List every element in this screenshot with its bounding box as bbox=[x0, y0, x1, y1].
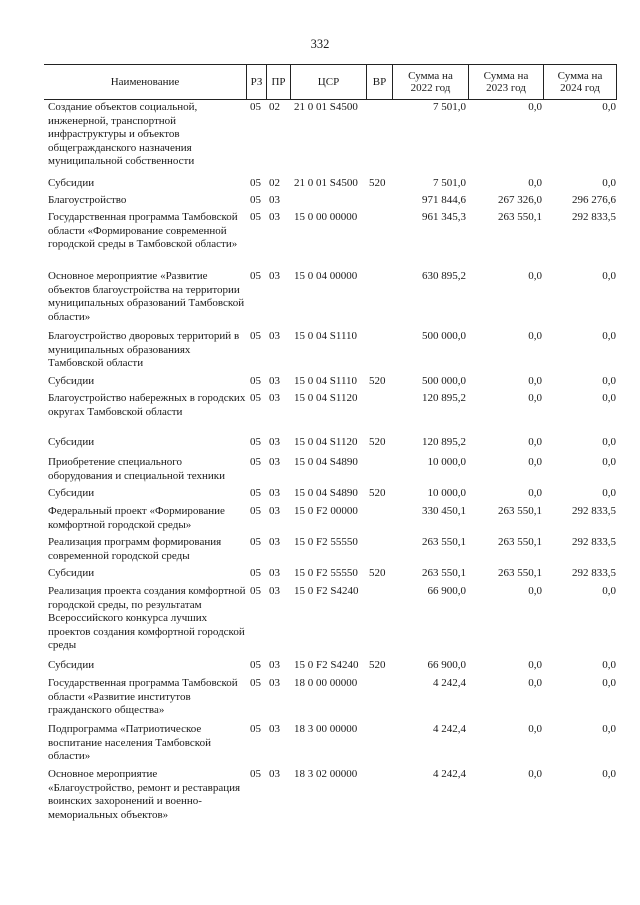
header-sum-2023: Сумма на 2023 год bbox=[468, 65, 543, 99]
row-sum-2024: 0,0 bbox=[602, 177, 616, 189]
row-vr: 520 bbox=[369, 436, 386, 448]
row-pr: 03 bbox=[269, 677, 280, 689]
row-sum-2023: 0,0 bbox=[528, 436, 542, 448]
row-sum-2023: 0,0 bbox=[528, 585, 542, 597]
header-csr: ЦСР bbox=[290, 65, 366, 99]
row-sum-2024: 292 833,5 bbox=[572, 567, 616, 579]
row-name: Субсидии bbox=[48, 375, 95, 387]
row-sum-2022: 4 242,4 bbox=[433, 723, 466, 735]
row-name: Благоустройство bbox=[48, 194, 127, 206]
row-sum-2023: 0,0 bbox=[528, 177, 542, 189]
row-pr: 03 bbox=[269, 585, 280, 597]
row-sum-2022: 500 000,0 bbox=[422, 330, 466, 342]
row-csr: 21 0 01 S4500 bbox=[294, 177, 358, 189]
row-csr: 18 3 02 00000 bbox=[294, 768, 358, 780]
row-sum-2022: 330 450,1 bbox=[422, 505, 466, 517]
row-csr: 15 0 F2 55550 bbox=[294, 536, 358, 548]
row-rz: 05 bbox=[250, 585, 261, 597]
row-vr: 520 bbox=[369, 567, 386, 579]
row-sum-2022: 120 895,2 bbox=[422, 436, 466, 448]
row-pr: 03 bbox=[269, 330, 280, 342]
row-sum-2022: 961 345,3 bbox=[422, 211, 466, 223]
row-csr: 15 0 04 S1110 bbox=[294, 330, 358, 342]
row-sum-2023: 263 550,1 bbox=[498, 505, 542, 517]
row-csr: 18 3 00 00000 bbox=[294, 723, 358, 735]
row-sum-2024: 292 833,5 bbox=[572, 211, 616, 223]
row-sum-2022: 66 900,0 bbox=[427, 585, 466, 597]
row-rz: 05 bbox=[250, 436, 261, 448]
row-csr: 15 0 F2 55550 bbox=[294, 567, 358, 579]
row-pr: 03 bbox=[269, 375, 280, 387]
row-sum-2024: 292 833,5 bbox=[572, 505, 616, 517]
row-sum-2023: 263 550,1 bbox=[498, 211, 542, 223]
row-rz: 05 bbox=[250, 768, 261, 780]
row-pr: 03 bbox=[269, 487, 280, 499]
row-rz: 05 bbox=[250, 194, 261, 206]
row-csr: 15 0 F2 S4240 bbox=[294, 659, 359, 671]
row-sum-2023: 263 550,1 bbox=[498, 536, 542, 548]
row-csr: 15 0 04 S1110 bbox=[294, 375, 358, 387]
row-pr: 03 bbox=[269, 436, 280, 448]
row-name: Субсидии bbox=[48, 487, 95, 499]
row-csr: 15 0 04 S4890 bbox=[294, 487, 358, 499]
row-name: Благоустройство дворовых территорий в муниципальных образованиях Тамбовской области bbox=[48, 330, 240, 369]
row-sum-2023: 0,0 bbox=[528, 330, 542, 342]
row-sum-2022: 66 900,0 bbox=[427, 659, 466, 671]
row-pr: 03 bbox=[269, 505, 280, 517]
row-sum-2023: 0,0 bbox=[528, 487, 542, 499]
row-name: Федеральный проект «Формирование комфортной городской среды» bbox=[48, 505, 225, 531]
row-sum-2022: 7 501,0 bbox=[433, 101, 466, 113]
row-sum-2024: 0,0 bbox=[602, 330, 616, 342]
row-name: Государственная программа Тамбовской области «Развитие институтов гражданского общества» bbox=[48, 677, 238, 716]
row-vr: 520 bbox=[369, 659, 386, 671]
row-sum-2024: 0,0 bbox=[602, 768, 616, 780]
row-sum-2022: 263 550,1 bbox=[422, 567, 466, 579]
row-pr: 03 bbox=[269, 392, 280, 404]
row-name: Субсидии bbox=[48, 436, 95, 448]
row-pr: 03 bbox=[269, 536, 280, 548]
header-rz: РЗ bbox=[246, 65, 266, 99]
row-rz: 05 bbox=[250, 505, 261, 517]
row-sum-2022: 10 000,0 bbox=[427, 487, 466, 499]
row-csr: 15 0 F2 S4240 bbox=[294, 585, 359, 597]
row-rz: 05 bbox=[250, 567, 261, 579]
row-name: Основное мероприятие «Благоустройство, ремонт и реставрация воинских захоронений и военно-мемориальных объектов» bbox=[48, 768, 241, 821]
row-sum-2023: 0,0 bbox=[528, 768, 542, 780]
row-pr: 02 bbox=[269, 177, 280, 189]
row-sum-2023: 0,0 bbox=[528, 723, 542, 735]
row-rz: 05 bbox=[250, 375, 261, 387]
row-csr: 15 0 04 S4890 bbox=[294, 456, 358, 468]
row-rz: 05 bbox=[250, 723, 261, 735]
row-sum-2023: 0,0 bbox=[528, 456, 542, 468]
row-vr: 520 bbox=[369, 177, 386, 189]
row-sum-2024: 0,0 bbox=[602, 436, 616, 448]
row-pr: 03 bbox=[269, 270, 280, 282]
row-rz: 05 bbox=[250, 211, 261, 223]
row-rz: 05 bbox=[250, 456, 261, 468]
table-header bbox=[44, 64, 617, 100]
row-sum-2022: 10 000,0 bbox=[427, 456, 466, 468]
row-sum-2022: 4 242,4 bbox=[433, 677, 466, 689]
header-pr: ПР bbox=[266, 65, 290, 99]
row-pr: 03 bbox=[269, 768, 280, 780]
row-sum-2022: 120 895,2 bbox=[422, 392, 466, 404]
row-sum-2024: 0,0 bbox=[602, 723, 616, 735]
row-sum-2023: 0,0 bbox=[528, 375, 542, 387]
row-sum-2022: 7 501,0 bbox=[433, 177, 466, 189]
row-csr: 15 0 F2 00000 bbox=[294, 505, 358, 517]
row-rz: 05 bbox=[250, 177, 261, 189]
row-sum-2024: 0,0 bbox=[602, 270, 616, 282]
row-sum-2024: 0,0 bbox=[602, 101, 616, 113]
row-sum-2023: 267 326,0 bbox=[498, 194, 542, 206]
row-sum-2024: 0,0 bbox=[602, 585, 616, 597]
header-sum-2024: Сумма на 2024 год bbox=[543, 65, 617, 99]
row-name: Благоустройство набережных в городских округах Тамбовской области bbox=[48, 392, 246, 418]
row-pr: 02 bbox=[269, 101, 280, 113]
row-rz: 05 bbox=[250, 101, 261, 113]
row-rz: 05 bbox=[250, 536, 261, 548]
row-sum-2024: 0,0 bbox=[602, 456, 616, 468]
row-name: Приобретение специального оборудования и специальной техники bbox=[48, 456, 225, 482]
row-vr: 520 bbox=[369, 487, 386, 499]
row-pr: 03 bbox=[269, 567, 280, 579]
row-csr: 18 0 00 00000 bbox=[294, 677, 358, 689]
row-rz: 05 bbox=[250, 677, 261, 689]
header-name: Наименование bbox=[110, 76, 180, 88]
row-pr: 03 bbox=[269, 723, 280, 735]
row-sum-2024: 0,0 bbox=[602, 487, 616, 499]
header-sum-2022: Сумма на 2022 год bbox=[392, 65, 468, 99]
row-sum-2023: 0,0 bbox=[528, 677, 542, 689]
row-csr: 15 0 00 00000 bbox=[294, 211, 358, 223]
row-name: Реализация проекта создания комфортной городской среды, по результатам Всероссийского конкурса лучших проектов создания комфортной городской среды bbox=[48, 585, 246, 651]
row-vr: 520 bbox=[369, 375, 386, 387]
row-name: Реализация программ формирования современной городской среды bbox=[48, 536, 222, 562]
row-sum-2024: 296 276,6 bbox=[572, 194, 616, 206]
row-name: Основное мероприятие «Развитие объектов благоустройства на территории муниципальных образований Тамбовской области» bbox=[48, 270, 245, 323]
row-sum-2023: 263 550,1 bbox=[498, 567, 542, 579]
row-sum-2024: 0,0 bbox=[602, 375, 616, 387]
row-sum-2023: 0,0 bbox=[528, 659, 542, 671]
row-rz: 05 bbox=[250, 392, 261, 404]
row-name: Субсидии bbox=[48, 659, 95, 671]
row-name: Подпрограмма «Патриотическое воспитание населения Тамбовской области» bbox=[48, 723, 211, 762]
row-pr: 03 bbox=[269, 659, 280, 671]
row-name: Субсидии bbox=[48, 567, 95, 579]
row-sum-2023: 0,0 bbox=[528, 101, 542, 113]
page-number: 332 bbox=[310, 37, 330, 51]
row-sum-2022: 630 895,2 bbox=[422, 270, 466, 282]
row-name: Создание объектов социальной, инженерной, транспортной инфраструктуры и объектов общегражданского назначения муниципальной собственности bbox=[48, 101, 198, 167]
row-sum-2024: 292 833,5 bbox=[572, 536, 616, 548]
row-pr: 03 bbox=[269, 456, 280, 468]
row-csr: 15 0 04 S1120 bbox=[294, 392, 358, 404]
header-vr: ВР bbox=[366, 65, 392, 99]
row-csr: 21 0 01 S4500 bbox=[294, 101, 358, 113]
row-csr: 15 0 04 00000 bbox=[294, 270, 358, 282]
row-rz: 05 bbox=[250, 487, 261, 499]
row-sum-2024: 0,0 bbox=[602, 392, 616, 404]
row-csr: 15 0 04 S1120 bbox=[294, 436, 358, 448]
row-rz: 05 bbox=[250, 330, 261, 342]
row-sum-2022: 263 550,1 bbox=[422, 536, 466, 548]
row-pr: 03 bbox=[269, 211, 280, 223]
row-sum-2022: 4 242,4 bbox=[433, 768, 466, 780]
row-sum-2024: 0,0 bbox=[602, 677, 616, 689]
row-rz: 05 bbox=[250, 270, 261, 282]
row-sum-2022: 500 000,0 bbox=[422, 375, 466, 387]
row-sum-2024: 0,0 bbox=[602, 659, 616, 671]
row-sum-2023: 0,0 bbox=[528, 392, 542, 404]
row-sum-2022: 971 844,6 bbox=[422, 194, 466, 206]
row-name: Субсидии bbox=[48, 177, 95, 189]
row-name: Государственная программа Тамбовской области «Формирование современной городской среды в Тамбовской области» bbox=[48, 211, 238, 250]
row-rz: 05 bbox=[250, 659, 261, 671]
row-pr: 03 bbox=[269, 194, 280, 206]
row-sum-2023: 0,0 bbox=[528, 270, 542, 282]
